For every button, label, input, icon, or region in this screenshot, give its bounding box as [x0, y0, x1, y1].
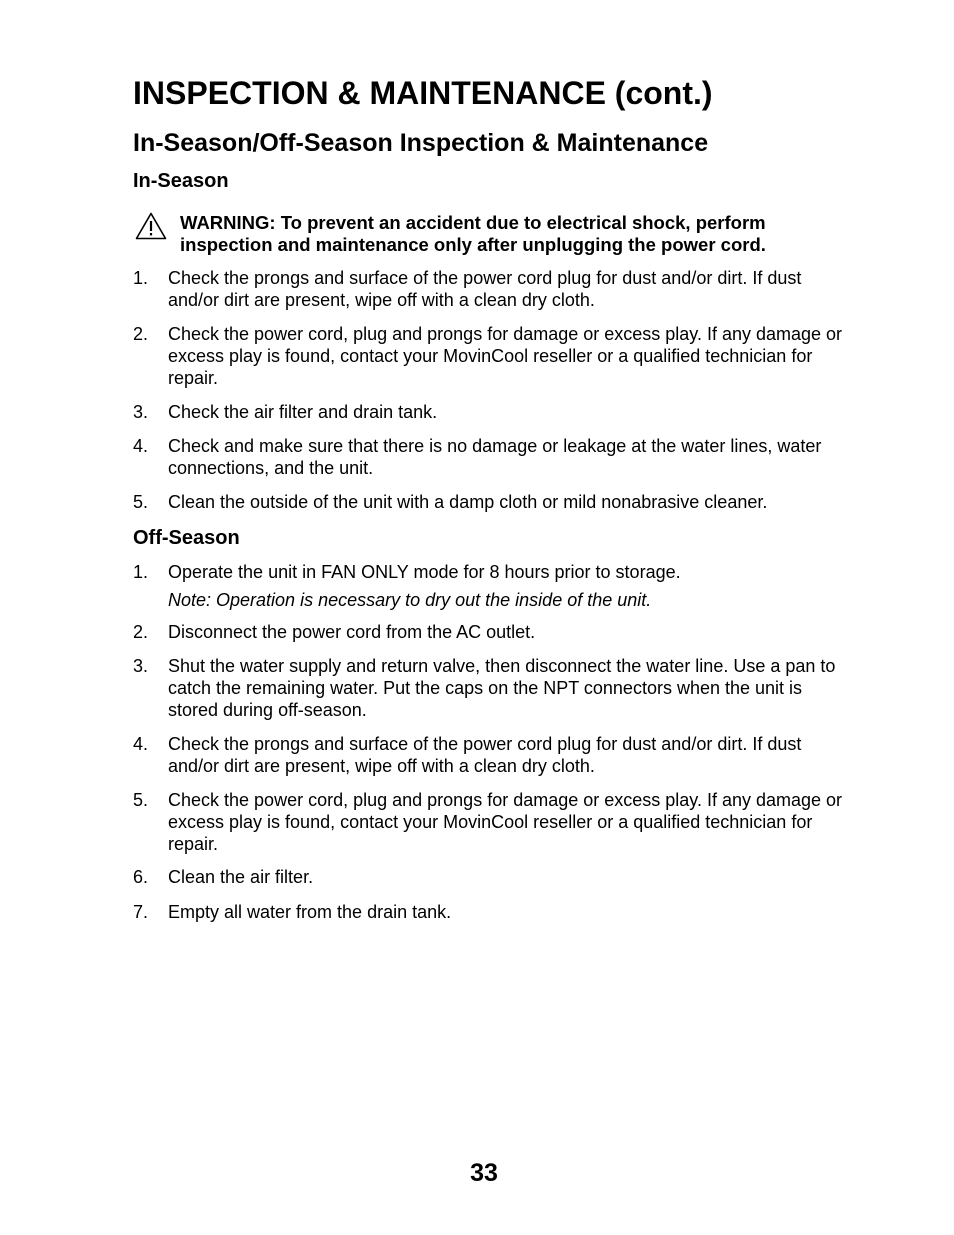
list-number: 1.	[133, 562, 149, 582]
list-number: 3.	[133, 656, 149, 676]
list-number: 2.	[133, 324, 149, 344]
list-number: 5.	[133, 492, 149, 512]
note-text: Note: Operation is necessary to dry out the inside of the unit.	[168, 590, 652, 610]
list-number: 4.	[133, 734, 149, 754]
list-number: 7.	[133, 902, 149, 922]
page-title: INSPECTION & MAINTENANCE (cont.)	[133, 75, 713, 111]
list-text: Operate the unit in FAN ONLY mode for 8 hours prior to storage.	[168, 562, 681, 582]
list-text: Check and make sure that there is no damage or leakage at the water lines, water connections, and the unit.	[168, 436, 822, 478]
section-title: In-Season/Off-Season Inspection & Maintenance	[133, 129, 709, 157]
list-text: Check the prongs and surface of the power cord plug for dust and/or dirt. If dust and/or dirt are present, wipe off with a clean dry cloth.	[168, 734, 802, 776]
off-season-heading: Off-Season	[133, 527, 240, 549]
list-number: 6.	[133, 867, 149, 887]
list-text: Disconnect the power cord from the AC outlet.	[168, 622, 536, 642]
list-text: Clean the outside of the unit with a damp cloth or mild nonabrasive cleaner.	[168, 492, 768, 512]
list-text: Check the air filter and drain tank.	[168, 402, 438, 422]
list-text: Check the prongs and surface of the power cord plug for dust and/or dirt. If dust and/or dirt are present, wipe off with a clean dry cloth.	[168, 268, 802, 310]
list-number: 4.	[133, 436, 149, 456]
in-season-heading: In-Season	[133, 170, 229, 192]
list-text: Empty all water from the drain tank.	[168, 902, 452, 922]
list-number: 2.	[133, 622, 149, 642]
list-number: 3.	[133, 402, 149, 422]
warning-text: WARNING: To prevent an accident due to electrical shock, perform inspection and maintenance only after unplugging the power cord.	[180, 212, 766, 255]
list-text: Shut the water supply and return valve, then disconnect the water line. Use a pan to catch the remaining water. Put the caps on the NPT connectors when the unit is stored during off-season.	[168, 656, 836, 720]
warning-triangle-icon	[135, 212, 167, 240]
list-text: Check the power cord, plug and prongs for damage or excess play. If any damage or excess play is found, contact your MovinCool reseller or a qualified technician for repair.	[168, 324, 843, 388]
list-number: 1.	[133, 268, 149, 288]
list-text: Clean the air filter.	[168, 867, 314, 887]
page-number: 33	[470, 1159, 498, 1187]
list-text: Check the power cord, plug and prongs for damage or excess play. If any damage or excess play is found, contact your MovinCool reseller or a qualified technician for repair.	[168, 790, 843, 854]
list-number: 5.	[133, 790, 149, 810]
